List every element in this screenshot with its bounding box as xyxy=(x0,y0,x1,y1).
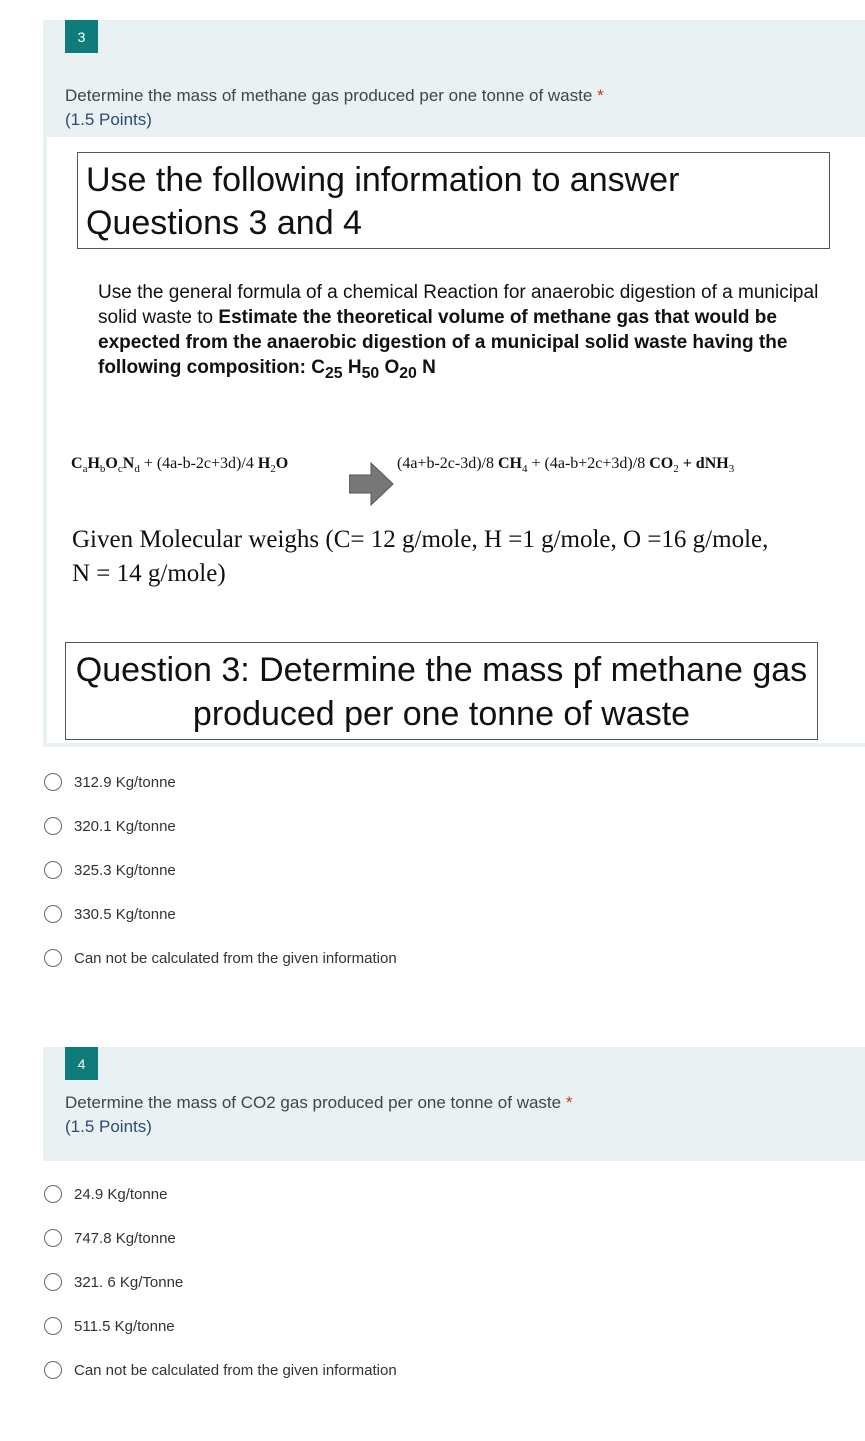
reaction-arrow-icon xyxy=(349,461,395,507)
formula-bold-text: Estimate the theoretical volume of methane gas that would be expected from the anaerobic digestion of a municipal solid waste having the following composition: xyxy=(98,307,788,378)
molecular-weights: Given Molecular weighs (C= 12 g/mole, H =1 g/mole, O =16 g/mole, N = 14 g/mole) xyxy=(72,526,769,587)
formula-description xyxy=(98,280,828,386)
reaction-products: (4a+b-2c-3d)/8 $CH_4 + (4a-b+2c+3d)/8$ $CO_2 + dNH_3$ xyxy=(397,455,735,476)
question-number-badge: 3 xyxy=(65,20,98,53)
question-title-text: Determine the mass of methane gas produced per one tonne of waste xyxy=(65,86,593,105)
option-q4-1[interactable] xyxy=(44,1183,167,1205)
radio-button[interactable] xyxy=(44,949,62,967)
option-label: 747.8 Kg/tonne xyxy=(74,1229,176,1247)
option-label: 312.9 Kg/tonne xyxy=(74,773,176,791)
question-points: (1.5 Points) xyxy=(65,1117,152,1136)
info-box: Use the following information to answer Questions 3 and 4 xyxy=(77,152,830,249)
option-q4-5[interactable] xyxy=(44,1359,397,1381)
option-label: 321. 6 Kg/Tonne xyxy=(74,1273,184,1291)
question-number-badge: 4 xyxy=(65,1047,98,1080)
question-title xyxy=(65,1091,572,1139)
question-3-box: Question 3: Determine the mass pf methane gas produced per one tonne of waste xyxy=(65,642,818,740)
radio-button[interactable] xyxy=(44,1317,62,1335)
radio-button[interactable] xyxy=(44,1273,62,1291)
question-image xyxy=(43,137,865,747)
option-q3-2[interactable] xyxy=(44,815,176,837)
radio-button[interactable] xyxy=(44,905,62,923)
required-marker: * xyxy=(597,86,604,105)
question-4-header xyxy=(43,1047,865,1161)
option-label: 24.9 Kg/tonne xyxy=(74,1185,168,1203)
radio-button[interactable] xyxy=(44,1361,62,1379)
composition: $C_{25}$ $H_{50}$ $O_{20}$ N xyxy=(311,357,436,382)
question-title-text: Determine the mass of CO2 gas produced per one tonne of waste xyxy=(65,1093,562,1112)
option-label: 511.5 Kg/tonne xyxy=(74,1317,175,1335)
option-q3-1[interactable] xyxy=(44,771,176,793)
option-q4-2[interactable] xyxy=(44,1227,176,1249)
radio-button[interactable] xyxy=(44,1229,62,1247)
required-marker: * xyxy=(565,1093,573,1112)
question-3-header xyxy=(43,20,865,137)
question-points: (1.5 Points) xyxy=(65,110,152,129)
radio-button[interactable] xyxy=(44,773,62,791)
option-label: 325.3 Kg/tonne xyxy=(74,861,176,879)
reaction-reactants: $C_aH_bO_cN_d + (4a-b-2c+3d)/4$ $H_2O$ xyxy=(71,455,289,476)
radio-button[interactable] xyxy=(44,817,62,835)
option-q3-5[interactable] xyxy=(44,947,397,969)
formula-normal-text: Use the general formula of a chemical Reaction for anaerobic digestion of a municipal solid waste to xyxy=(98,282,819,328)
option-q3-4[interactable] xyxy=(44,903,176,925)
option-label: 320.1 Kg/tonne xyxy=(74,817,176,835)
option-q4-4[interactable] xyxy=(44,1315,175,1337)
radio-button[interactable] xyxy=(44,1185,62,1203)
option-label: Can not be calculated from the given information xyxy=(74,949,397,967)
option-label: 330.5 Kg/tonne xyxy=(74,905,176,923)
question-title xyxy=(65,84,604,132)
option-label: Can not be calculated from the given information xyxy=(74,1361,397,1379)
radio-button[interactable] xyxy=(44,861,62,879)
option-q4-3[interactable] xyxy=(44,1271,183,1293)
option-q3-3[interactable] xyxy=(44,859,176,881)
